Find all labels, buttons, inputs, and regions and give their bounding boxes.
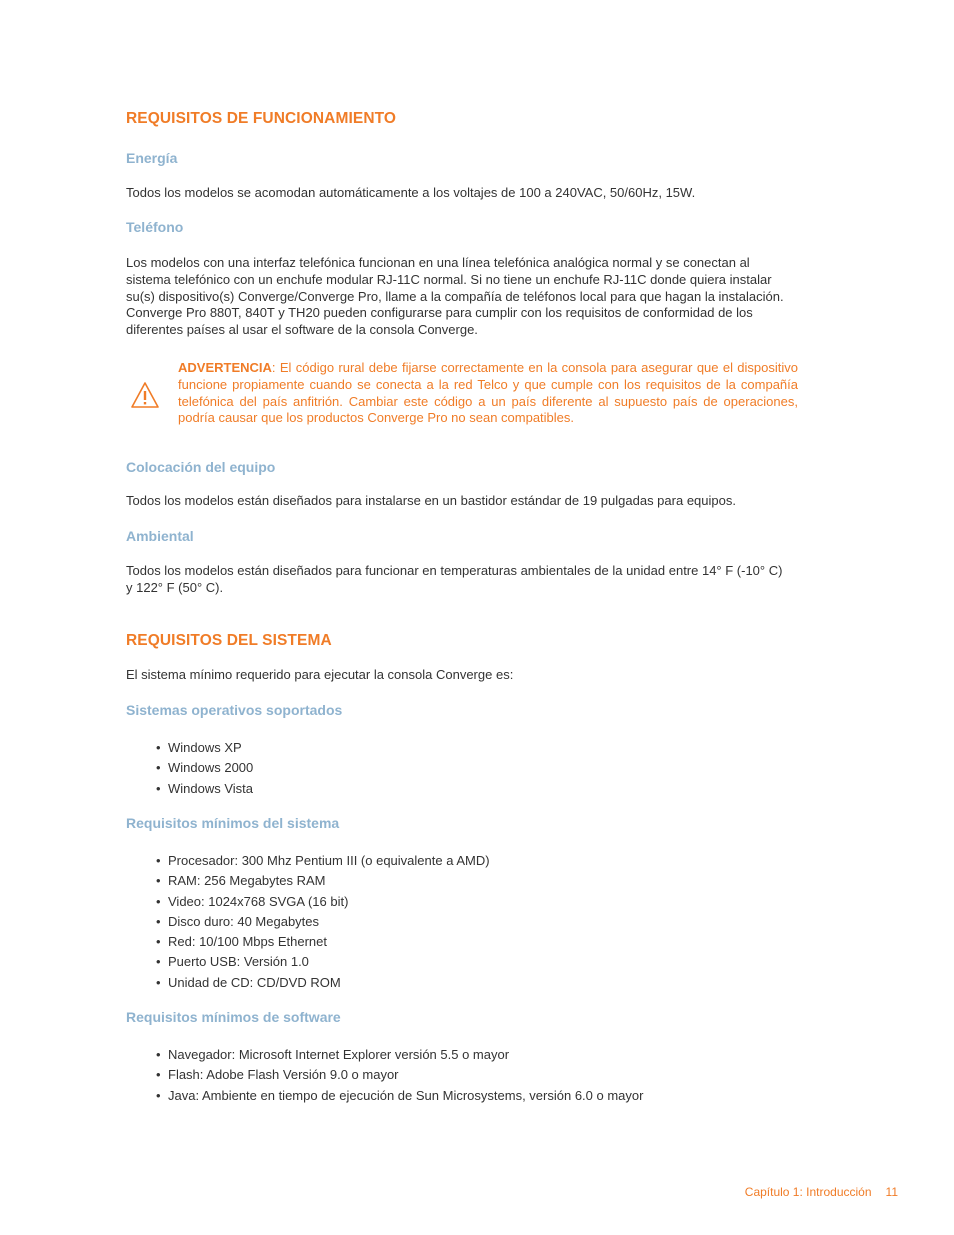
- paragraph-energy: Todos los modelos se acomodan automáticamente a los voltajes de 100 a 240VAC, 50/60Hz, 15W.: [126, 185, 696, 200]
- list-item: • Navegador: Microsoft Internet Explorer versión 5.5 o mayor: [156, 1045, 643, 1065]
- paragraph-ambient: [126, 563, 818, 597]
- warning-triangle-icon: [130, 381, 160, 409]
- paragraph-line: sistema telefónico con un enchufe modular RJ-11C normal. Si no tiene un enchufe RJ-11C donde quiera instalar: [126, 271, 772, 287]
- list-item: • Flash: Adobe Flash Versión 9.0 o mayor: [156, 1065, 643, 1085]
- warning-note: [178, 360, 798, 427]
- paragraph-line: diferentes países al usar el software de la consola Converge.: [126, 322, 478, 338]
- page-number: 11: [885, 1185, 898, 1199]
- warning-label: ADVERTENCIA: [178, 360, 272, 375]
- heading-energy: Energía: [126, 150, 178, 166]
- list-item: • Windows XP: [156, 738, 253, 758]
- list-item: • Windows Vista: [156, 779, 253, 799]
- list-item: • Puerto USB: Versión 1.0: [156, 952, 490, 972]
- list-item: • Windows 2000: [156, 758, 253, 778]
- list-item: • Procesador: 300 Mhz Pentium III (o equivalente a AMD): [156, 851, 490, 871]
- list-item: • Unidad de CD: CD/DVD ROM: [156, 973, 490, 993]
- list-item: • Disco duro: 40 Megabytes: [156, 912, 490, 932]
- heading-phone: Teléfono: [126, 219, 184, 235]
- heading-supported-os: Sistemas operativos soportados: [126, 702, 343, 718]
- list-item: • Red: 10/100 Mbps Ethernet: [156, 932, 490, 952]
- paragraph-line: Converge Pro 880T, 840T y TH20 pueden configurarse para cumplir con los requisitos de conformidad de los: [126, 305, 753, 321]
- page-footer: [745, 1185, 898, 1199]
- heading-software-minimums: Requisitos mínimos de software: [126, 1009, 341, 1025]
- list-system-minimums: [156, 851, 490, 993]
- list-software-minimums: [156, 1045, 643, 1106]
- paragraph-line: Todos los modelos están diseñados para funcionar en temperaturas ambientales de la unidad entre 14° F (-10° C): [126, 563, 783, 578]
- footer-chapter: Capítulo 1: Introducción: [744, 1185, 872, 1199]
- heading-placement: Colocación del equipo: [126, 459, 276, 475]
- section-title-system-requirements: REQUISITOS DEL SISTEMA: [126, 632, 332, 649]
- heading-system-minimums: Requisitos mínimos del sistema: [126, 815, 340, 831]
- paragraph-line: y 122° F (50° C).: [126, 579, 224, 595]
- paragraph-line: su(s) dispositivo(s) Converge/Converge Pro, llame a la compañía de teléfonos local para que hagan la instalación.: [126, 288, 784, 304]
- paragraph-system-intro: El sistema mínimo requerido para ejecutar la consola Converge es:: [126, 667, 514, 682]
- list-item: • RAM: 256 Megabytes RAM: [156, 871, 490, 891]
- paragraph-phone: [126, 255, 818, 339]
- paragraph-placement: Todos los modelos están diseñados para instalarse en un bastidor estándar de 19 pulgadas para equipos.: [126, 493, 736, 508]
- warning-text: : El código rural debe fijarse correctamente en la consola para asegurar que el dispositivo funcione propiamente cuando se conecta a la red Telco y que cumple con los requisitos de la compañía telefónica del país anfitrión. Cambiar este código a un país diferente al supuesto país de operaciones, podría causar que los productos Converge Pro no sean compatibles.: [178, 360, 798, 426]
- list-supported-os: [156, 738, 253, 799]
- paragraph-line: Los modelos con una interfaz telefónica funcionan en una línea telefónica analógica normal y se conectan al: [126, 255, 750, 270]
- section-title-operation-requirements: REQUISITOS DE FUNCIONAMIENTO: [126, 110, 397, 127]
- list-item: • Video: 1024x768 SVGA (16 bit): [156, 892, 490, 912]
- heading-ambient: Ambiental: [126, 528, 194, 544]
- list-item: • Java: Ambiente en tiempo de ejecución de Sun Microsystems, versión 6.0 o mayor: [156, 1086, 643, 1106]
